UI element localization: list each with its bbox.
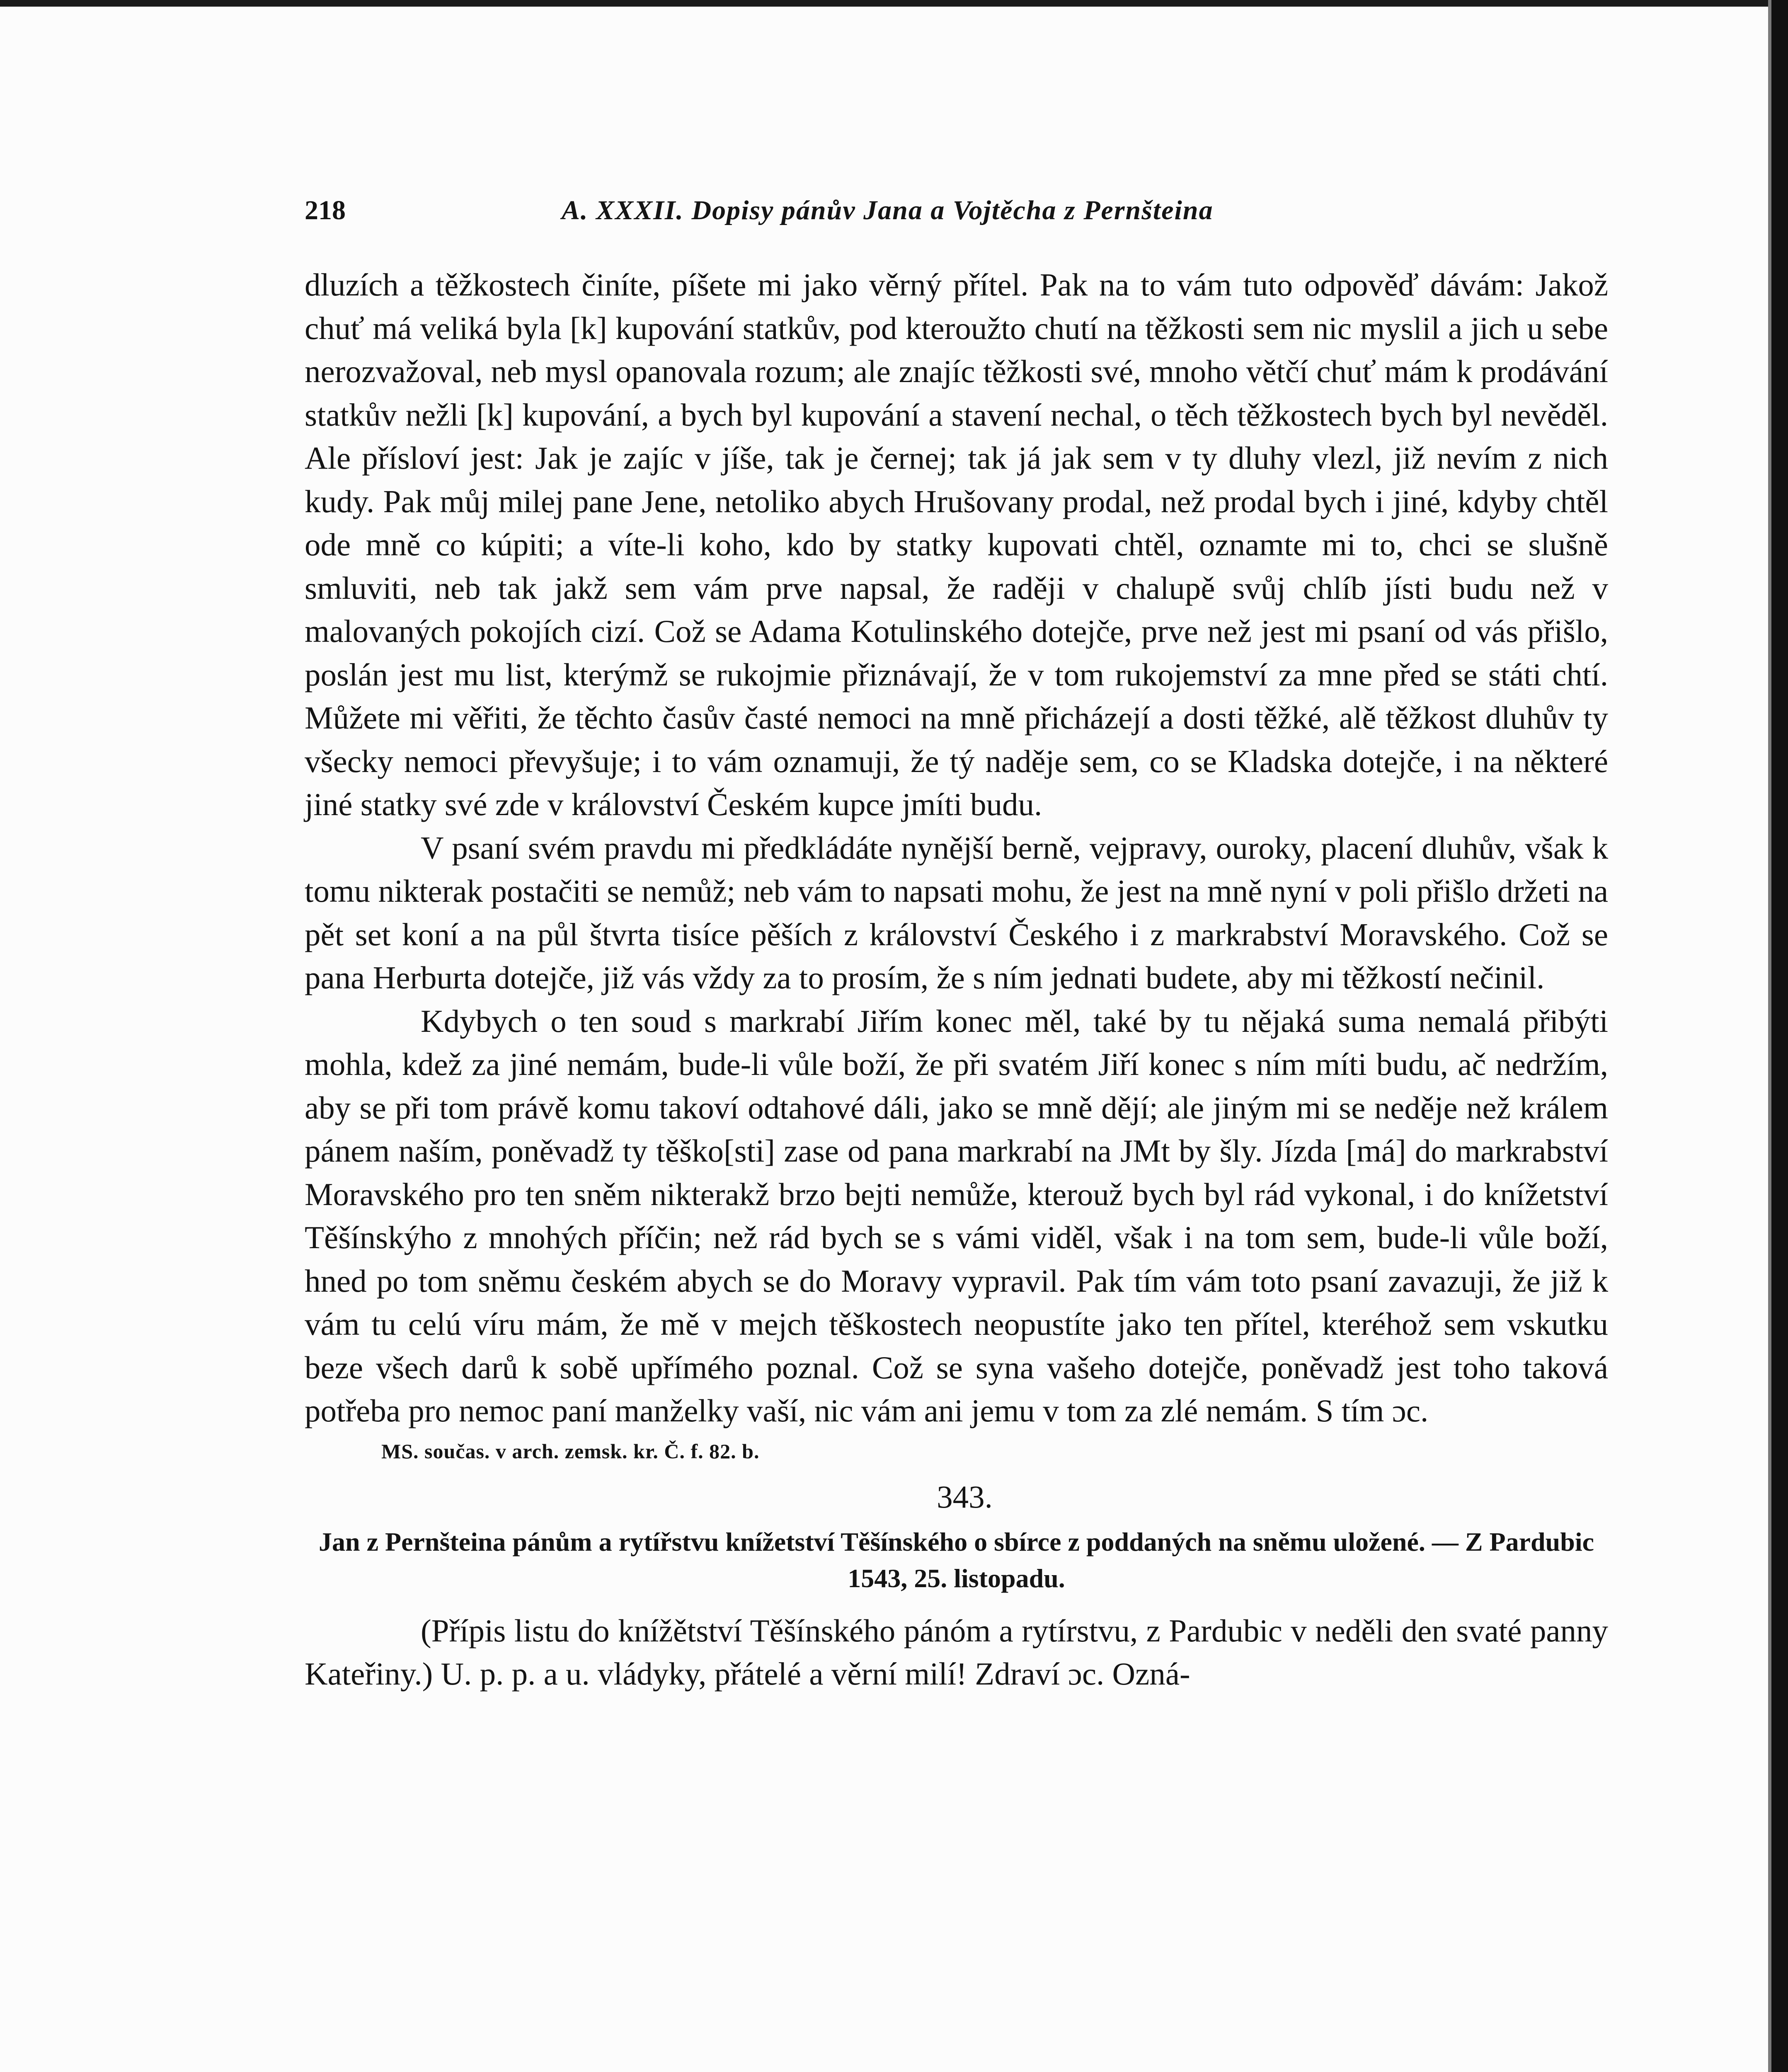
source-note: MS. součas. v arch. zemsk. kr. Č. f. 82. b. — [381, 1439, 760, 1463]
main-text — [305, 263, 1608, 1696]
paragraph: Kdybych o ten soud s markrabí Jiřím konec měl, také by tu nějaká suma nemalá přibýti mohla, kdež za jiné nemám, bude-li vůle boží, že při svatém Jiří konec s ním míti budu, ač nedržím, aby se při tom právě komu takoví odtahové dáli, jako se mně dějí; ale jiným mi se neděje než králem pánem naším, poněvadž ty těško[sti] zase od pana markrabí na JMt by šly. Jízda [má] do markrabství Moravského pro ten sněm nikterakž brzo bejti nemůže, kterouž bych byl rád vykonal, i do knížetství Těšínskýho z mnohých příčin; než rád bych se s vámi viděl, však i na tom sem, bude-li vůle boží, hned po tom sněmu českém abych se do Moravy vypravil. Pak tím vám toto psaní zavazuji, že již k vám tu celú víru mám, že mě v mejch těškostech neopustíte jako ten přítel, kteréhož sem vskutku beze všech darů k sobě upřímého poznal. Což se syna vašeho dotejče, poněvadž jest toho taková potřeba pro nemoc paní manželky vaší, nic vám ani jemu v tom za zlé nemám. S tím ɔc. — [305, 1003, 1608, 1428]
document-regest: Jan z Pernšteina pánům a rytířstvu knížetství Těšínského o sbírce z poddaných na sněmu uložené. — Z Pardubic 1543, 25. listopadu. — [319, 1527, 1594, 1593]
scan-border-top — [0, 0, 1788, 7]
scan-border-right-inner — [1768, 0, 1771, 2072]
scan-border-right — [1771, 0, 1788, 2072]
paragraph: V psaní svém pravdu mi předkládáte nynější berně, vejpravy, ouroky, placení dluhův, však k tomu nikterak postačiti se nemůž; neb vám to napsati mohu, že jest na mně nyní v poli přišlo držeti na pět set koní a na půl štvrta tisíce pěších z království Českého i z markrabství Moravského. Což se pana Herburta dotejče, již vás vždy za to prosím, že s ním jednati budete, aby mi těžkostí nečinil. — [305, 830, 1608, 995]
running-head: A. XXXII. Dopisy pánův Jana a Vojtěcha z Pernšteina — [562, 195, 1214, 225]
page-number: 218 — [305, 195, 346, 225]
page-header — [305, 195, 1598, 240]
document-number: 343. — [937, 1479, 993, 1515]
paragraph-continued: dluzích a těžkostech činíte, píšete mi jako věrný přítel. Pak na to vám tuto odpověď dávám: Jakož chuť má veliká byla [k] kupování statkův, pod kteroužto chutí na těžkosti sem nic myslil a jich u sebe nerozvažoval, neb mysl opanovala rozum; ale znajíc těžkosti své, mnoho větčí chuť mám k prodávání statkův nežli [k] kupování, a bych byl kupování a stavení nechal, o těch těžkostech bych byl nevěděl. Ale přísloví jest: Jak je zajíc v jíše, tak je černej; tak já jak sem v ty dluhy vlezl, již nevím z nich kudy. Pak můj milej pane Jene, netoliko abych Hrušovany prodal, než prodal bych i jiné, kdyby chtěl ode mně co kúpiti; a víte-li koho, kdo by statky kupovati chtěl, oznamte mi to, chci se slušně smluviti, neb tak jakž sem vám prve napsal, že raději v chalupě svůj chlíb jísti budu než v malovaných pokojích cizí. Což se Adama Kotulinského dotejče, prve než jest mi psaní od vás přišlo, poslán jest mu list, kterýmž se rukojmie přiznávají, že v tom rukojemství za mne před se státi chtí. Můžete mi věřiti, že těchto časův časté nemoci na mně přicházejí a dosti těžké, alě těžkost dluhův ty všecky nemoci převyšuje; i to vám oznamuji, že tý naděje sem, co se Kladska dotejče, i na některé jiné statky své zde v království Českém kupce jmíti budu. — [305, 267, 1608, 822]
document-text: (Přípis listu do knížětství Těšínského pánóm a rytírstvu, z Pardubic v neděli den svaté panny Kateřiny.) U. p. p. a u. vládyky, přátelé a věrní milí! Zdraví ɔc. Ozná- — [305, 1612, 1608, 1692]
